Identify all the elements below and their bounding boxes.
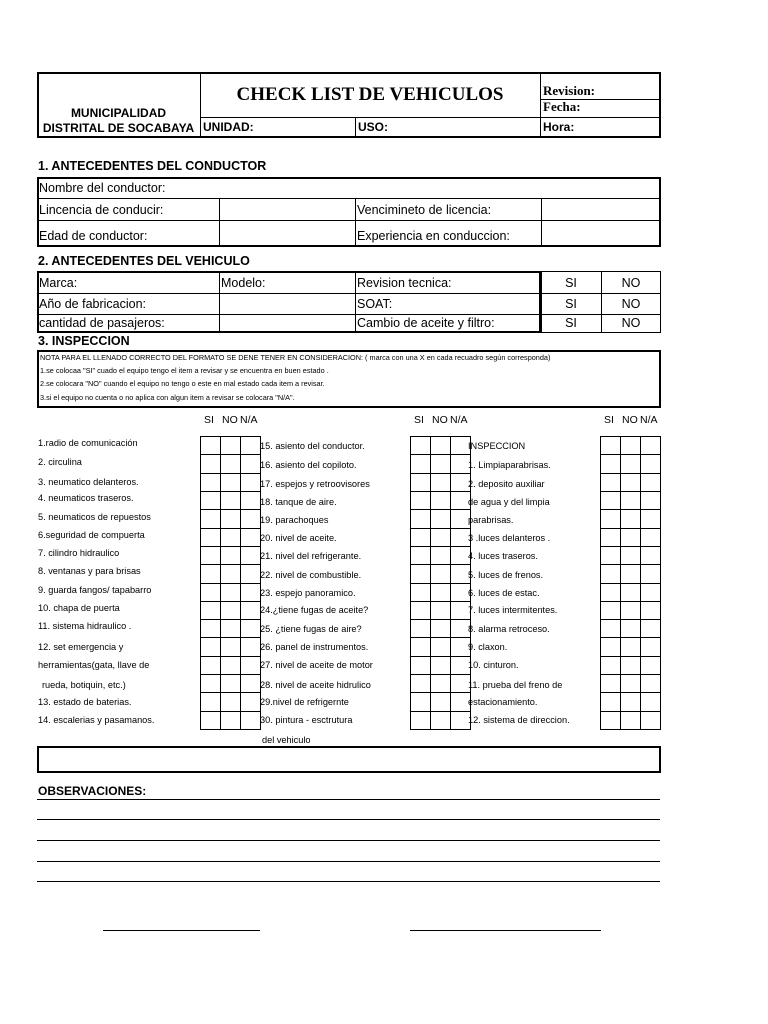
checklist-item: 8. alarma retroceso. — [468, 624, 550, 634]
checkbox-cell[interactable] — [220, 436, 241, 455]
instructions-rule-3: 3.si el equipo no cuenta o no aplica con algun item a revisar se colocara "N/A". — [40, 393, 295, 402]
checkbox-cell[interactable] — [620, 491, 641, 510]
checkbox-cell[interactable] — [240, 692, 261, 711]
col2-header-si: SI — [414, 414, 424, 426]
checkbox-cell[interactable] — [600, 637, 621, 656]
tech-review-no[interactable]: NO — [621, 276, 641, 290]
checkbox-cell[interactable] — [410, 491, 431, 510]
checkbox-cell[interactable] — [620, 546, 641, 565]
checkbox-cell[interactable] — [620, 583, 641, 602]
unidad-label: UNIDAD: — [203, 120, 254, 134]
checklist-item: del vehiculo — [262, 735, 311, 745]
checkbox-cell[interactable] — [600, 491, 621, 510]
checkbox-cell[interactable] — [200, 601, 221, 620]
signature-line-left[interactable] — [103, 930, 260, 931]
checkbox-cell[interactable] — [600, 601, 621, 620]
model-label: Modelo: — [221, 276, 266, 290]
checkbox-cell[interactable] — [220, 619, 241, 638]
checkbox-cell[interactable] — [620, 564, 641, 583]
observation-line[interactable] — [37, 861, 660, 862]
col3-header-no: NO — [622, 414, 638, 426]
checklist-item: 23. espejo panoramico. — [260, 588, 356, 598]
checklist-item: INSPECCION — [468, 441, 526, 451]
section3-title: 3. INSPECCION — [38, 334, 130, 348]
year-label: Año de fabricacion: — [39, 297, 147, 311]
checkbox-grid-2[interactable] — [410, 436, 470, 729]
checklist-item: 20. nivel de aceite. — [260, 533, 337, 543]
checklist-item: 10. chapa de puerta — [38, 603, 120, 613]
checklist-item: 25. ¿tiene fugas de aire? — [260, 624, 362, 634]
checkbox-cell[interactable] — [200, 583, 221, 602]
checkbox-cell[interactable] — [410, 619, 431, 638]
checkbox-cell[interactable] — [430, 454, 451, 473]
checklist-item: 24.¿tiene fugas de aceite? — [260, 605, 369, 615]
checkbox-cell[interactable] — [410, 473, 431, 492]
checklist-item: 10. cinturon. — [468, 660, 519, 670]
checkbox-cell[interactable] — [620, 656, 641, 675]
checklist-item: 12. set emergencia y — [38, 642, 124, 652]
checklist-item: 22. nivel de combustible. — [260, 570, 362, 580]
checkbox-cell[interactable] — [620, 436, 641, 455]
blank-box[interactable] — [37, 746, 661, 773]
checklist-item: 3. neumatico delanteros. — [38, 477, 139, 487]
checkbox-cell[interactable] — [410, 692, 431, 711]
checkbox-cell[interactable] — [240, 473, 261, 492]
uso-label: USO: — [358, 120, 388, 134]
checkbox-cell[interactable] — [430, 637, 451, 656]
checkbox-cell[interactable] — [640, 637, 661, 656]
col1-header-na: N/A — [240, 414, 258, 426]
checkbox-cell[interactable] — [200, 528, 221, 547]
driver-experience-label: Experiencia en conduccion: — [357, 229, 510, 243]
checkbox-cell[interactable] — [640, 546, 661, 565]
checkbox-cell[interactable] — [410, 711, 431, 730]
checkbox-cell[interactable] — [240, 711, 261, 730]
oil-change-no[interactable]: NO — [621, 316, 641, 330]
checkbox-cell[interactable] — [430, 564, 451, 583]
checklist-item: 15. asiento del conductor. — [260, 441, 365, 451]
observation-line[interactable] — [37, 799, 660, 800]
checkbox-cell[interactable] — [220, 637, 241, 656]
checkbox-cell[interactable] — [430, 546, 451, 565]
checkbox-cell[interactable] — [600, 674, 621, 693]
checklist-item: 30. pintura - esctrutura — [260, 715, 353, 725]
checkbox-cell[interactable] — [200, 656, 221, 675]
checkbox-grid-1[interactable] — [200, 436, 260, 729]
revision-label: Revision: — [543, 83, 595, 98]
checkbox-cell[interactable] — [620, 601, 641, 620]
checkbox-cell[interactable] — [220, 656, 241, 675]
checkbox-cell[interactable] — [410, 601, 431, 620]
checkbox-cell[interactable] — [430, 473, 451, 492]
col2-header-na: N/A — [450, 414, 468, 426]
checkbox-cell[interactable] — [640, 436, 661, 455]
checkbox-cell[interactable] — [620, 711, 641, 730]
checkbox-cell[interactable] — [600, 583, 621, 602]
checklist-item: 5. neumaticos de repuestos — [38, 512, 151, 522]
checklist-item: 4. neumaticos traseros. — [38, 493, 134, 503]
checkbox-cell[interactable] — [410, 528, 431, 547]
col2-header-no: NO — [432, 414, 448, 426]
observation-line[interactable] — [37, 819, 660, 820]
checklist-item: 9. guarda fangos/ tapabarro — [38, 585, 152, 595]
checkbox-cell[interactable] — [410, 546, 431, 565]
checklist-item: 2. circulina — [38, 457, 82, 467]
checkbox-grid-3[interactable] — [600, 436, 660, 729]
hora-label: Hora: — [543, 120, 575, 134]
tech-review-label: Revision tecnica: — [357, 276, 452, 290]
fecha-label: Fecha: — [543, 99, 581, 114]
checkbox-cell[interactable] — [640, 454, 661, 473]
checkbox-cell[interactable] — [240, 564, 261, 583]
checklist-item: 6. luces de estac. — [468, 588, 540, 598]
checkbox-cell[interactable] — [240, 656, 261, 675]
checkbox-cell[interactable] — [410, 454, 431, 473]
checkbox-cell[interactable] — [640, 491, 661, 510]
checkbox-cell[interactable] — [200, 454, 221, 473]
checklist-item: 4. luces traseros. — [468, 551, 538, 561]
checkbox-cell[interactable] — [200, 564, 221, 583]
checkbox-cell[interactable] — [410, 583, 431, 602]
checkbox-cell[interactable] — [620, 509, 641, 528]
org-name-line1: MUNICIPALIDAD — [70, 106, 167, 120]
checkbox-cell[interactable] — [240, 509, 261, 528]
checkbox-cell[interactable] — [430, 528, 451, 547]
checkbox-cell[interactable] — [240, 619, 261, 638]
checkbox-cell[interactable] — [410, 637, 431, 656]
checkbox-cell[interactable] — [240, 601, 261, 620]
checkbox-cell[interactable] — [410, 674, 431, 693]
checkbox-cell[interactable] — [430, 601, 451, 620]
soat-si[interactable]: SI — [565, 297, 577, 311]
checkbox-cell[interactable] — [620, 454, 641, 473]
checkbox-cell[interactable] — [640, 711, 661, 730]
checkbox-cell[interactable] — [220, 601, 241, 620]
checkbox-cell[interactable] — [640, 656, 661, 675]
checkbox-cell[interactable] — [200, 491, 221, 510]
checkbox-cell[interactable] — [430, 674, 451, 693]
checkbox-cell[interactable] — [200, 546, 221, 565]
checkbox-cell[interactable] — [220, 692, 241, 711]
soat-label: SOAT: — [357, 297, 393, 311]
checkbox-cell[interactable] — [620, 619, 641, 638]
checkbox-cell[interactable] — [600, 619, 621, 638]
checkbox-cell[interactable] — [200, 619, 221, 638]
checklist-item: 21. nivel del refrigerante. — [260, 551, 362, 561]
checkbox-cell[interactable] — [200, 509, 221, 528]
instructions-note: NOTA PARA EL LLENADO CORRECTO DEL FORMATO SE DENE TENER EN CONSIDERACION: ( marca con una X en cada recuadro según corresponda) — [40, 353, 551, 362]
checkbox-cell[interactable] — [240, 528, 261, 547]
checklist-item: 2. deposito auxiliar — [468, 479, 545, 489]
checklist-item: 7. cilindro hidraulico — [38, 548, 120, 558]
checklist-item: de agua y del limpia — [468, 497, 550, 507]
checkbox-cell[interactable] — [640, 473, 661, 492]
checkbox-cell[interactable] — [600, 528, 621, 547]
checkbox-cell[interactable] — [600, 473, 621, 492]
checkbox-cell[interactable] — [640, 583, 661, 602]
checkbox-cell[interactable] — [220, 674, 241, 693]
checklist-item: 5. luces de frenos. — [468, 570, 544, 580]
col1-header-no: NO — [222, 414, 238, 426]
checkbox-cell[interactable] — [430, 509, 451, 528]
checklist-item: herramientas(gata, llave de — [38, 660, 150, 670]
checklist-item: 9. claxon. — [468, 642, 508, 652]
checklist-item: 1.radio de comunicación — [38, 438, 138, 448]
checkbox-cell[interactable] — [240, 454, 261, 473]
checkbox-cell[interactable] — [620, 528, 641, 547]
driver-name-label: Nombre del conductor: — [39, 181, 166, 195]
checkbox-cell[interactable] — [430, 711, 451, 730]
checkbox-cell[interactable] — [240, 674, 261, 693]
checkbox-cell[interactable] — [430, 692, 451, 711]
signature-line-right[interactable] — [410, 930, 601, 931]
checkbox-cell[interactable] — [410, 509, 431, 528]
instructions-rule-2: 2.se colocara "NO" cuando el equipo no tengo o este en mal estado cada item a revisar. — [40, 379, 325, 388]
checklist-item: 27. nivel de aceite de motor — [260, 660, 373, 670]
checkbox-cell[interactable] — [220, 546, 241, 565]
license-expiry-label: Vencimineto de licencia: — [357, 203, 492, 217]
checkbox-cell[interactable] — [430, 619, 451, 638]
checklist-item: 16. asiento del copiloto. — [260, 460, 357, 470]
checkbox-cell[interactable] — [220, 583, 241, 602]
checkbox-cell[interactable] — [200, 473, 221, 492]
checkbox-cell[interactable] — [640, 619, 661, 638]
checkbox-cell[interactable] — [600, 656, 621, 675]
checklist-item: 17. espejos y retroovisores — [260, 479, 370, 489]
checklist-item: 13. estado de baterias. — [38, 697, 132, 707]
observations-label: OBSERVACIONES: — [38, 784, 147, 798]
checkbox-cell[interactable] — [200, 711, 221, 730]
brand-label: Marca: — [39, 276, 78, 290]
checkbox-cell[interactable] — [220, 454, 241, 473]
checkbox-cell[interactable] — [600, 692, 621, 711]
checkbox-cell[interactable] — [240, 637, 261, 656]
checkbox-cell[interactable] — [620, 637, 641, 656]
checkbox-cell[interactable] — [640, 564, 661, 583]
checkbox-cell[interactable] — [640, 509, 661, 528]
passengers-label: cantidad de pasajeros: — [39, 316, 165, 330]
soat-no[interactable]: NO — [621, 297, 641, 311]
col3-header-si: SI — [604, 414, 614, 426]
checklist-item: 29.nivel de refrigernte — [260, 697, 349, 707]
col3-header-na: N/A — [640, 414, 658, 426]
driver-age-label: Edad de conductor: — [39, 229, 148, 243]
checkbox-cell[interactable] — [410, 436, 431, 455]
checkbox-cell[interactable] — [600, 454, 621, 473]
checkbox-cell[interactable] — [600, 564, 621, 583]
checklist-item: 12. sistema de direccion. — [468, 715, 570, 725]
checkbox-cell[interactable] — [220, 564, 241, 583]
checkbox-cell[interactable] — [220, 473, 241, 492]
checkbox-cell[interactable] — [640, 692, 661, 711]
checkbox-cell[interactable] — [430, 436, 451, 455]
org-name-line2: DISTRITAL DE SOCABAYA — [42, 121, 195, 135]
checklist-item: 8. ventanas y para brisas — [38, 566, 141, 576]
checkbox-cell[interactable] — [620, 473, 641, 492]
section2-title: 2. ANTECEDENTES DEL VEHICULO — [38, 254, 250, 268]
checklist-item: 1. Limpiaparabrisas. — [468, 460, 551, 470]
page-title: CHECK LIST DE VEHICULOS — [236, 84, 504, 105]
checklist-item: 19. parachoques — [260, 515, 329, 525]
checkbox-cell[interactable] — [620, 692, 641, 711]
checkbox-cell[interactable] — [430, 583, 451, 602]
col1-header-si: SI — [204, 414, 214, 426]
checklist-item: 3 .luces delanteros . — [468, 533, 551, 543]
checkbox-cell[interactable] — [620, 674, 641, 693]
checklist-item: 11. sistema hidraulico . — [38, 621, 132, 631]
checklist-item: 28. nivel de aceite hidrulico — [260, 680, 371, 690]
checkbox-cell[interactable] — [430, 491, 451, 510]
checkbox-cell[interactable] — [220, 509, 241, 528]
checkbox-cell[interactable] — [220, 711, 241, 730]
checklist-item: parabrisas. — [468, 515, 514, 525]
oil-change-label: Cambio de aceite y filtro: — [357, 316, 495, 330]
license-label: Lincencia de conducir: — [39, 203, 164, 217]
instructions-rule-1: 1.se colocaa "SI" cuado el equipo tengo el item a revisar y se encuentra en buen estado . — [40, 366, 329, 375]
checkbox-cell[interactable] — [240, 436, 261, 455]
oil-change-si[interactable]: SI — [565, 316, 577, 330]
checklist-item: 7. luces intermitentes. — [468, 605, 558, 615]
checkbox-cell[interactable] — [410, 564, 431, 583]
checkbox-cell[interactable] — [600, 436, 621, 455]
checkbox-cell[interactable] — [200, 692, 221, 711]
checklist-item: 26. panel de instrumentos. — [260, 642, 369, 652]
checkbox-cell[interactable] — [220, 491, 241, 510]
checkbox-cell[interactable] — [640, 528, 661, 547]
checkbox-cell[interactable] — [200, 674, 221, 693]
checklist-item: 14. escalerias y pasamanos. — [38, 715, 155, 725]
checkbox-cell[interactable] — [600, 546, 621, 565]
observation-line[interactable] — [37, 881, 660, 882]
checklist-item: 11. prueba del freno de — [468, 680, 563, 690]
checkbox-cell[interactable] — [600, 509, 621, 528]
checkbox-cell[interactable] — [640, 674, 661, 693]
checkbox-cell[interactable] — [240, 546, 261, 565]
checkbox-cell[interactable] — [600, 711, 621, 730]
checkbox-cell[interactable] — [200, 637, 221, 656]
section1-title: 1. ANTECEDENTES DEL CONDUCTOR — [38, 159, 267, 173]
tech-review-si[interactable]: SI — [565, 276, 577, 290]
checkbox-cell[interactable] — [240, 583, 261, 602]
checklist-item: estacionamiento. — [468, 697, 538, 707]
checkbox-cell[interactable] — [240, 491, 261, 510]
checklist-item: 18. tanque de aire. — [260, 497, 337, 507]
checkbox-cell[interactable] — [430, 656, 451, 675]
checkbox-cell[interactable] — [200, 436, 221, 455]
checklist-item: 6.seguridad de compuerta — [38, 530, 145, 540]
checkbox-cell[interactable] — [640, 601, 661, 620]
observation-line[interactable] — [37, 840, 660, 841]
checklist-item: rueda, botiquin, etc.) — [42, 680, 126, 690]
checkbox-cell[interactable] — [410, 656, 431, 675]
checkbox-cell[interactable] — [220, 528, 241, 547]
